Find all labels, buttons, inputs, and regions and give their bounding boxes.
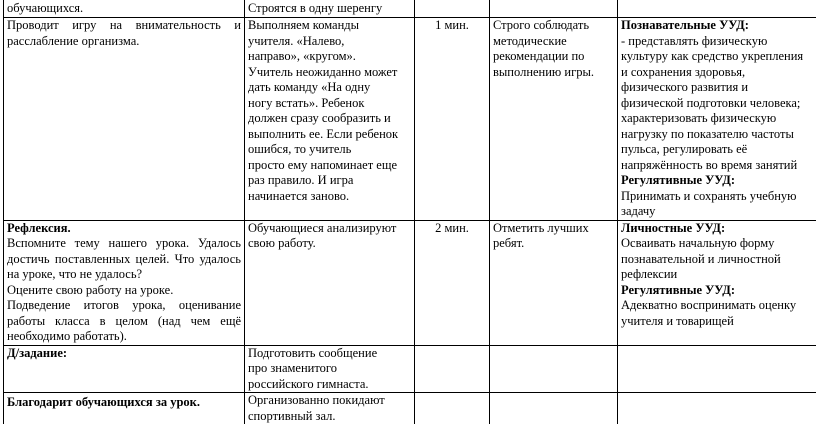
cell-line: выполнению игры. (493, 64, 594, 79)
cell-line: Осваивать начальную форму (621, 236, 775, 250)
cell-line: учителя и товарищей (621, 313, 734, 328)
teacher-activity-cell (4, 393, 245, 424)
cell-line: - представлять физическую (621, 33, 768, 48)
cell-line: физического развития и (621, 80, 749, 94)
table-row (4, 220, 816, 345)
teacher-activity-cell (4, 0, 245, 18)
student-activity-cell (245, 220, 415, 345)
time-cell (415, 220, 490, 345)
time-cell (415, 393, 490, 424)
cell-line: направо», «кругом». (248, 49, 356, 63)
uud-heading: Личностные УУД: (621, 220, 726, 235)
notes-cell (490, 345, 618, 393)
cell-line: Подведение итогов урока, оценивание (7, 298, 241, 312)
cell-line: Подготовить сообщение (248, 345, 378, 360)
cell-line: Принимать и сохранять учебную (621, 188, 797, 203)
cell-line: методические (493, 33, 567, 48)
cell-line: просто ему напоминает еще (248, 157, 398, 172)
cell-line: познавательной и личностной (621, 251, 781, 266)
uud-cell (618, 345, 816, 393)
cell-line: рекомендации по (493, 49, 585, 63)
uud-heading: Регулятивные УУД: (621, 173, 735, 187)
student-activity-cell (245, 393, 415, 424)
cell-line: учителя. «Налево, (248, 33, 345, 48)
student-activity-cell (245, 345, 415, 393)
homework-label-cell (4, 345, 245, 393)
cell-line: на уроке, что не удалось? (7, 267, 143, 281)
cell-line: Строго соблюдать (493, 18, 590, 32)
uud-heading: Познавательные УУД: (621, 18, 749, 32)
cell-line: Обучающиеся анализируют (248, 220, 397, 235)
table-row (4, 0, 816, 18)
cell-line: Оцените свою работу на уроке. (7, 282, 174, 297)
cell-line: Выполняем команды (248, 18, 360, 32)
cell-line: Адекватно воспринимать оценку (621, 298, 797, 312)
cell-line: раз правило. И игра (248, 173, 354, 187)
time-cell (415, 18, 490, 221)
cell-line: начинается заново. (248, 188, 350, 203)
time-cell (415, 345, 490, 393)
cell-line: физической подготовки человека; (621, 95, 801, 110)
cell-line: необходимо работать). (7, 329, 127, 343)
cell-line: должен сразу сообразить и (248, 111, 391, 125)
uud-cell (618, 18, 816, 221)
uud-heading: Регулятивные УУД: (621, 282, 735, 297)
duration: 2 мин. (435, 220, 469, 235)
cell-text: Благодарит обучающихся за урок. (7, 395, 200, 409)
table-row (4, 18, 816, 221)
cell-line: про знаменитого (248, 361, 337, 375)
table-row (4, 345, 816, 393)
cell-line: Вспомните тему нашего урока. Удалось (7, 236, 241, 250)
cell-line: Проводит игру на внимательность и (7, 18, 241, 32)
notes-cell (490, 220, 618, 345)
notes-cell (490, 18, 618, 221)
teacher-activity-cell (4, 220, 245, 345)
cell-line: спортивный зал. (248, 408, 336, 423)
cell-line: Учитель неожиданно может (248, 64, 398, 79)
cell-line: ребят. (493, 236, 525, 250)
time-cell (415, 0, 490, 18)
cell-line: напряжённость во время занятий (621, 157, 798, 172)
notes-cell (490, 393, 618, 424)
cell-text: Строятся в одну шеренгу (248, 1, 383, 15)
cell-line: работы класса в целом (над чем ещё (7, 313, 241, 328)
cell-line: Организованно покидают (248, 393, 385, 407)
cell-line: нагрузку по показателю частоты (621, 126, 794, 141)
cell-line: культуру как средство укрепления (621, 49, 804, 63)
student-activity-cell (245, 0, 415, 18)
cell-line: Отметить лучших (493, 220, 589, 235)
table-row (4, 393, 816, 424)
uud-cell (618, 0, 816, 18)
cell-line: задачу (621, 204, 656, 218)
homework-label: Д/задание: (7, 345, 68, 360)
lesson-plan-table (3, 0, 816, 424)
cell-line: ногу встать». Ребенок (248, 95, 365, 110)
uud-cell (618, 220, 816, 345)
cell-line: выполнить ее. Если ребенок (248, 126, 399, 141)
cell-line: расслабление организма. (7, 33, 140, 48)
cell-line: характеризовать физическую (621, 111, 777, 125)
cell-line: свою работу. (248, 236, 316, 250)
teacher-activity-cell (4, 18, 245, 221)
cell-text: обучающихся. (7, 1, 84, 15)
uud-cell (618, 393, 816, 424)
cell-line: пульса, регулировать её (621, 142, 748, 156)
section-title: Рефлексия. (7, 220, 71, 235)
cell-line: рефлексии (621, 267, 678, 281)
duration: 1 мин. (435, 18, 469, 32)
cell-line: дать команду «На одну (248, 80, 371, 94)
cell-line: ошибся, то учитель (248, 142, 352, 156)
notes-cell (490, 0, 618, 18)
student-activity-cell (245, 18, 415, 221)
cell-line: российского гимнаста. (248, 376, 369, 391)
cell-line: и сохранения здоровья, (621, 64, 746, 79)
cell-line: достичь поставленных целей. Что удалось (7, 251, 241, 266)
